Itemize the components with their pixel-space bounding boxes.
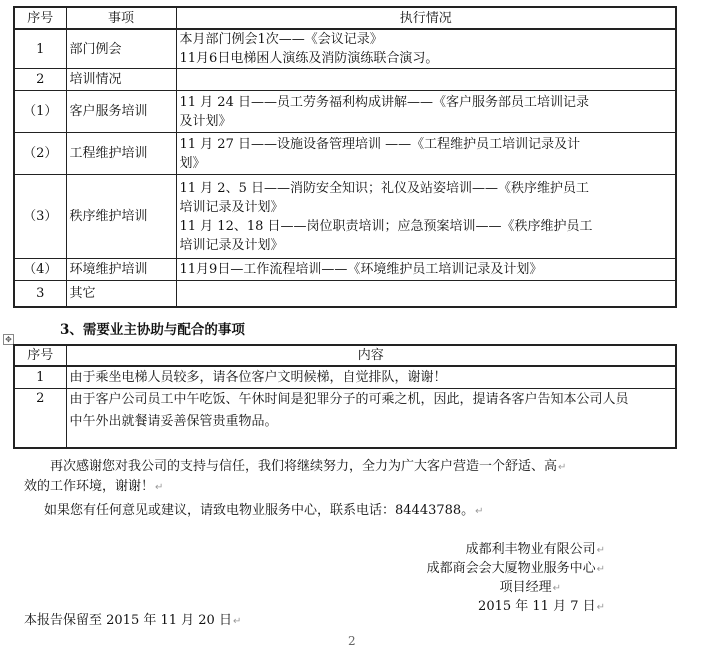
row-no: 3: [14, 281, 66, 307]
signature-center: 成都商会会大厦物业服务中心↵: [426, 561, 605, 576]
status-line: 及计划》: [179, 113, 232, 129]
row-status: [176, 133, 676, 175]
row-item: 部门例会: [66, 29, 176, 69]
header-item: 事项: [66, 7, 176, 29]
return-mark-icon: ↵: [155, 482, 164, 493]
row-status: [176, 91, 676, 133]
content-line: 中午外出就餐请妥善保管贵重物品。: [69, 413, 278, 429]
header-no: 序号: [14, 7, 66, 29]
return-mark-icon: ↵: [232, 616, 242, 627]
table-row: [14, 91, 676, 133]
row-content: [66, 388, 676, 448]
header-no: 序号: [14, 345, 66, 366]
thanks-line-1: 再次感谢您对我公司的支持与信任，我们将继续努力，全力为广大客户营造一个舒适、高↵: [50, 459, 567, 474]
status-line: 11 月 24 日——员工劳务福利构成讲解——《客户服务部员工培训记录: [179, 94, 589, 110]
signature-manager: 项目经理↵: [499, 580, 561, 595]
contact-line: 如果您有任何意见或建议，请致电物业服务中心，联系电话：84443788。↵: [44, 503, 484, 518]
header-content: 内容: [66, 345, 676, 366]
page-number: 2: [348, 634, 356, 648]
status-line: 11 月 2、5 日——消防安全知识；礼仪及站姿培训——《秩序维护员工: [179, 180, 589, 196]
signature-company: 成都利丰物业有限公司↵: [465, 542, 605, 557]
status-line: 本月部门例会1次——《会议记录》: [179, 32, 383, 47]
row-item: 其它: [66, 281, 176, 307]
table-row: [14, 281, 676, 307]
row-no: 2: [14, 388, 66, 448]
table-row: [14, 259, 676, 281]
row-no: 1: [14, 366, 66, 388]
status-line: 11 月 12、18 日——岗位职责培训；应急预案培训——《秩序维护员工: [179, 218, 593, 234]
owner-cooperation-table: [13, 344, 677, 449]
status-line: 11月6日电梯困人演练及消防演练联合演习。: [179, 51, 439, 66]
move-handle-icon[interactable]: ✥: [3, 334, 14, 345]
table-row: [14, 366, 676, 388]
row-no: 2: [14, 69, 66, 91]
row-no: （1）: [14, 91, 66, 133]
row-no: （2）: [14, 133, 66, 175]
table-row: [14, 29, 676, 69]
row-status: [176, 69, 676, 91]
row-no: （3）: [14, 175, 66, 259]
return-mark-icon: ↵: [475, 506, 484, 517]
row-item: 环境维护培训: [66, 259, 176, 281]
header-status: 执行情况: [176, 7, 676, 29]
status-line: 培训记录及计划》: [179, 199, 284, 215]
table-row: [14, 388, 676, 448]
row-status: 11月9日—工作流程培训——《环境维护员工培训记录及计划》: [176, 259, 676, 281]
row-item: 秩序维护培训: [66, 175, 176, 259]
retention-note: 本报告保留至 2015 年 11 月 20 日↵: [24, 613, 242, 628]
return-mark-icon: ↵: [596, 545, 605, 556]
row-content: 由于乘坐电梯人员较多，请各位客户文明候梯，自觉排队，谢谢！: [66, 366, 676, 388]
work-summary-table: [13, 6, 677, 308]
return-mark-icon: ↵: [596, 602, 605, 613]
row-item: 工程维护培训: [66, 133, 176, 175]
row-no: 1: [14, 29, 66, 69]
table-row: [14, 175, 676, 259]
row-item: 培训情况: [66, 69, 176, 91]
table-row: [14, 69, 676, 91]
section-title: 3、需要业主协助与配合的事项: [60, 322, 245, 338]
status-line: 培训记录及计划》: [179, 237, 284, 253]
row-item: 客户服务培训: [66, 91, 176, 133]
row-no: （4）: [14, 259, 66, 281]
row-status: [176, 281, 676, 307]
return-mark-icon: ↵: [558, 462, 567, 473]
content-line: 由于客户公司员工中午吃饭、午休时间是犯罪分子的可乘之机，因此，提请各客户告知本公司人员: [69, 391, 629, 407]
thanks-line-2: 效的工作环境，谢谢！↵: [24, 479, 164, 494]
return-mark-icon: ↵: [596, 564, 605, 575]
table-row: [14, 133, 676, 175]
return-mark-icon: ↵: [552, 583, 561, 594]
status-line: 11 月 27 日——设施设备管理培训 ——《工程维护员工培训记录及计: [179, 136, 581, 152]
signature-date: 2015 年 11 月 7 日↵: [478, 599, 605, 614]
row-status: [176, 29, 676, 69]
status-line: 划》: [179, 155, 206, 171]
row-status: [176, 175, 676, 259]
